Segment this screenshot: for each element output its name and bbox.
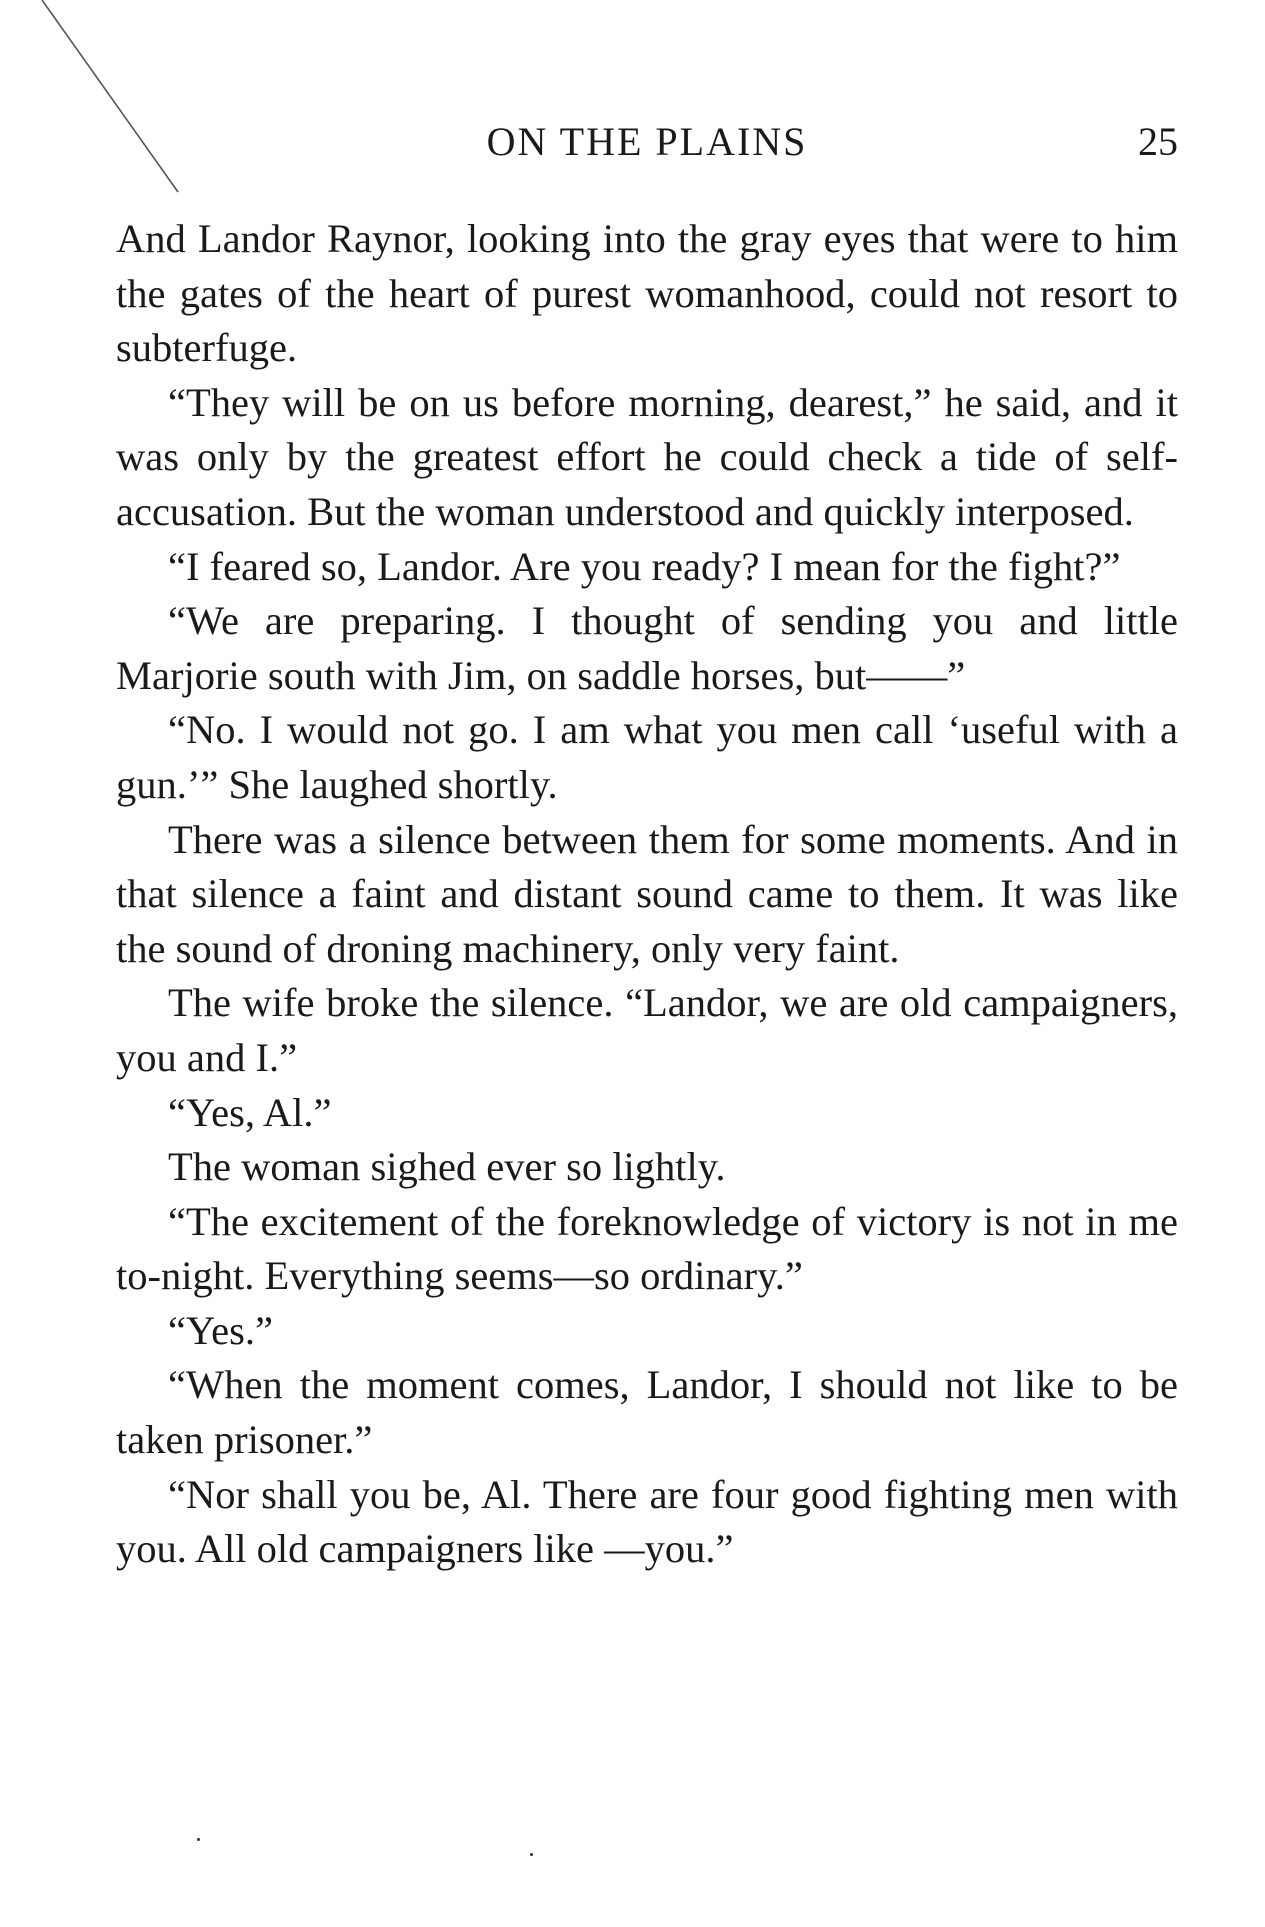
paragraph: “Yes.”: [168, 1307, 274, 1353]
paragraph: “The excitement of the foreknowledge of victory is not in me to-night. Everything seems—so ordinary.”: [116, 1198, 1178, 1299]
paragraph: There was a silence between them for some moments. And in that silence a faint and distant sound came to them. It was like the sound of droning machinery, only very faint.: [116, 816, 1178, 971]
running-title: ON THE PLAINS: [486, 119, 808, 164]
paragraph: “I feared so, Landor. Are you ready? I mean for the fight?”: [168, 543, 1121, 589]
paragraph: “Nor shall you be, Al. There are four good fighting men with you. All old campaigners like —you.”: [116, 1471, 1178, 1572]
pencil-stroke-mark: [0, 0, 220, 200]
paragraph: “When the moment comes, Landor, I should not like to be taken prisoner.”: [116, 1362, 1178, 1463]
ink-speck: [530, 1853, 533, 1856]
paragraph: And Landor Raynor, looking into the gray eyes that were to him the gates of the heart of purest womanhood, could not resort to subterfuge.: [116, 216, 1178, 371]
paragraph: “We are preparing. I thought of sending you and little Marjorie south with Jim, on saddle horses, but——”: [116, 598, 1178, 698]
page-number: 25: [1138, 119, 1178, 164]
paragraph: “Yes, Al.”: [168, 1089, 332, 1135]
body-text: [116, 212, 1178, 1577]
running-head: [116, 118, 1178, 168]
ink-speck: [197, 1838, 200, 1841]
paragraph: “They will be on us before morning, dearest,” he said, and it was only by the greatest effort he could check a tide of self-accusation. But the woman understood and quickly interposed.: [116, 379, 1178, 534]
paragraph: “No. I would not go. I am what you men call ‘useful with a gun.’” She laughed shortly.: [116, 707, 1178, 807]
paragraph: The woman sighed ever so lightly.: [168, 1144, 726, 1190]
paragraph: The wife broke the silence. “Landor, we are old campaigners, you and I.”: [116, 980, 1178, 1080]
